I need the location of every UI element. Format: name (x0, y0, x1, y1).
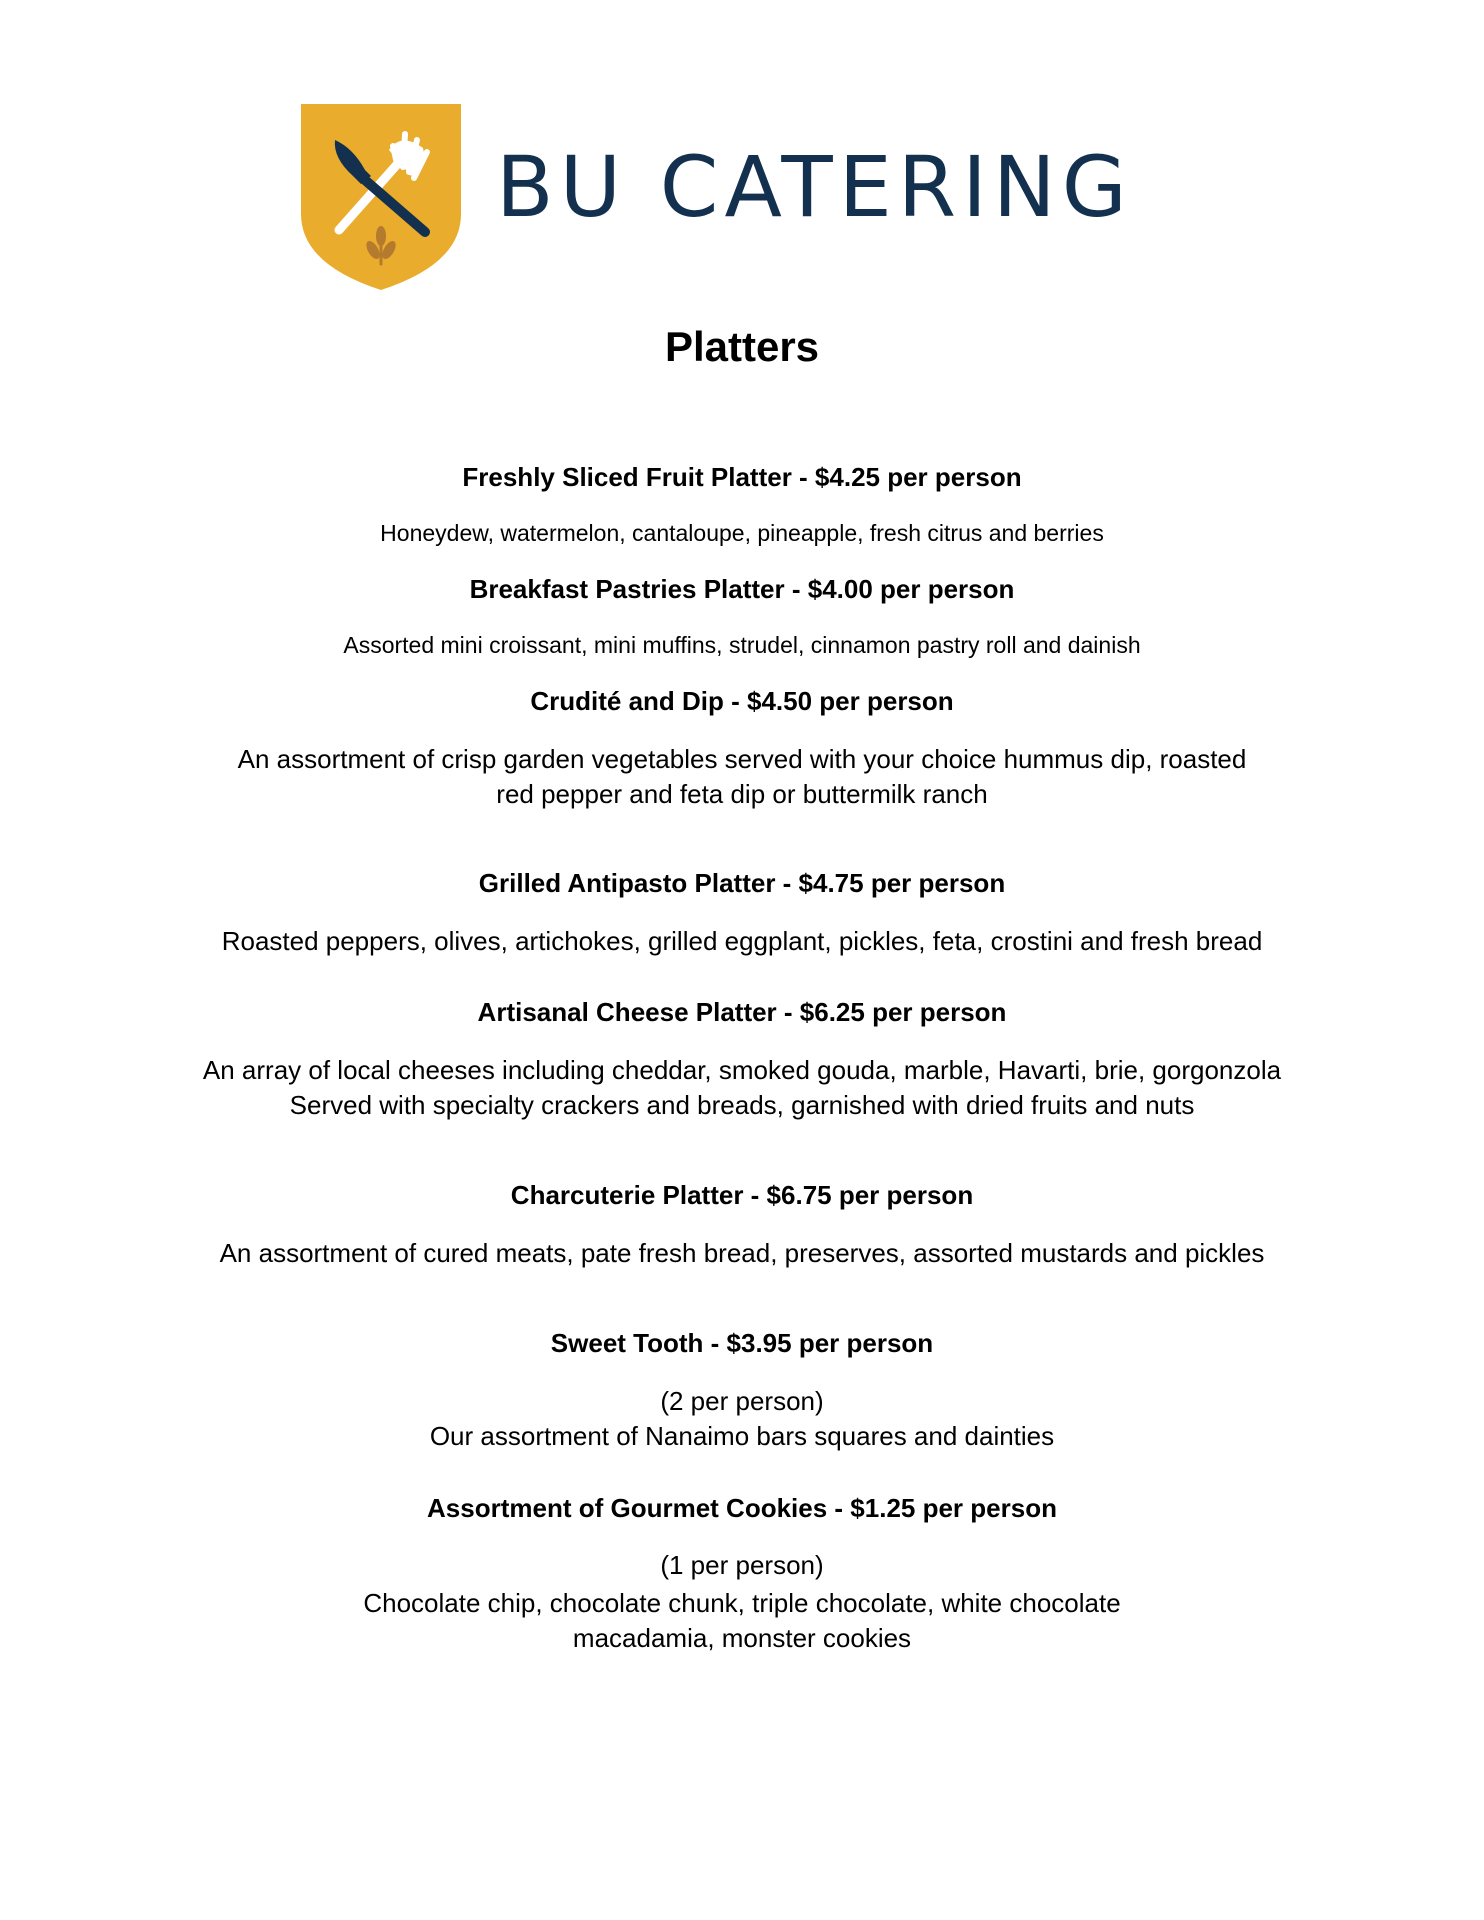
description-line: (1 per person) (660, 1550, 824, 1580)
knife-fork-shield-icon (301, 104, 461, 290)
description-line: red pepper and feta dip or buttermilk ranch (496, 779, 988, 809)
menu-item-description (0, 1548, 1484, 1656)
description-line: Assorted mini croissant, mini muffins, strudel, cinnamon pastry roll and dainish (343, 632, 1141, 658)
menu-item-title: Breakfast Pastries Platter - $4.00 per person (469, 574, 1015, 604)
page-title: Platters (664, 323, 820, 370)
menu-item-title: Assortment of Gourmet Cookies - $1.25 per person (427, 1493, 1057, 1523)
brand-name: BU CATERING (496, 138, 1133, 236)
description-line: An array of local cheeses including cheddar, smoked gouda, marble, Havarti, brie, gorgonzola (202, 1055, 1282, 1085)
menu-item-description (0, 628, 1484, 663)
menu-item-description (0, 516, 1484, 551)
description-line: An assortment of crisp garden vegetables served with your choice hummus dip, roasted (237, 744, 1247, 774)
description-line: Honeydew, watermelon, cantaloupe, pineapple, fresh citrus and berries (380, 520, 1104, 546)
description-line: Roasted peppers, olives, artichokes, grilled eggplant, pickles, feta, crostini and fresh bread (221, 926, 1263, 956)
menu-item-description (0, 1053, 1484, 1123)
menu-item-description (0, 924, 1484, 959)
menu-item-description (0, 1384, 1484, 1454)
menu-item-title: Sweet Tooth - $3.95 per person (550, 1328, 934, 1358)
menu-item-title: Freshly Sliced Fruit Platter - $4.25 per person (462, 462, 1022, 492)
description-line: An assortment of cured meats, pate fresh bread, preserves, assorted mustards and pickles (219, 1238, 1265, 1268)
menu-item-title: Crudité and Dip - $4.50 per person (530, 686, 954, 716)
menu-item-title: Artisanal Cheese Platter - $6.25 per person (477, 997, 1007, 1027)
menu-item-title: Grilled Antipasto Platter - $4.75 per person (478, 868, 1006, 898)
menu-item-description (0, 1236, 1484, 1271)
description-line: macadamia, monster cookies (572, 1623, 912, 1653)
menu-item-description (0, 742, 1484, 812)
description-line: Our assortment of Nanaimo bars squares and dainties (429, 1421, 1055, 1451)
menu-item-title: Charcuterie Platter - $6.75 per person (510, 1180, 974, 1210)
description-line: (2 per person) (660, 1386, 824, 1416)
description-line: Served with specialty crackers and breads, garnished with dried fruits and nuts (289, 1090, 1195, 1120)
description-line: Chocolate chip, chocolate chunk, triple chocolate, white chocolate (363, 1588, 1121, 1618)
